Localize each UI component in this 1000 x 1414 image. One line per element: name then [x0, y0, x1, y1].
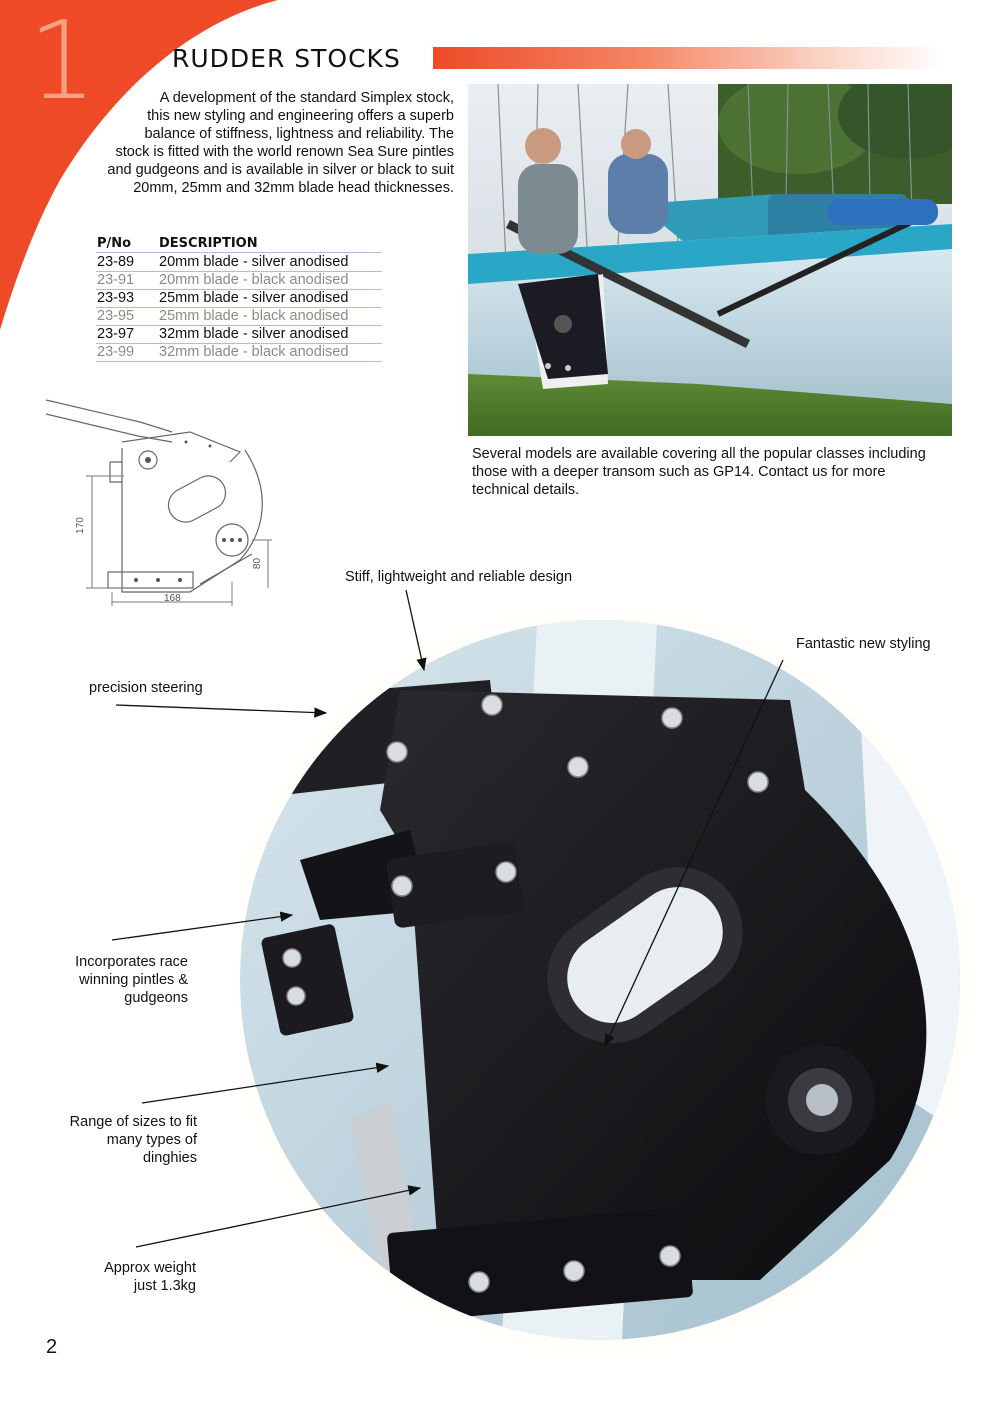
chapter-number: 1: [28, 0, 97, 124]
callout-sizes: [40, 1113, 197, 1167]
part-number: 23-93: [97, 290, 135, 306]
caption-line: technical details.: [472, 482, 580, 498]
callout-line: Range of sizes to fit: [69, 1114, 197, 1130]
intro-line: A development of the standard Simplex stock,: [159, 90, 454, 106]
caption-line: Several models are available covering all the popular classes including: [472, 446, 926, 462]
part-description: 25mm blade - black anodised: [159, 308, 349, 324]
caption-line: those with a deeper transom such as GP14. Contact us for more: [472, 464, 886, 480]
drawing-dimension-hole: 80: [252, 557, 264, 570]
callout-precision-steering: precision steering: [89, 680, 203, 696]
drawing-dimension-width: 168: [164, 593, 181, 604]
callout-weight: [40, 1259, 196, 1295]
page-number: 2: [46, 1336, 58, 1358]
callout-line: Incorporates race: [75, 954, 188, 970]
table-header-description: DESCRIPTION: [159, 236, 258, 251]
intro-line: balance of stiffness, lightness and reliability. The: [144, 126, 454, 142]
part-number: 23-97: [97, 326, 135, 342]
callout-line: gudgeons: [124, 990, 188, 1006]
callout-new-styling: Fantastic new styling: [796, 636, 931, 652]
part-description: 25mm blade - silver anodised: [159, 290, 349, 306]
table-header-pno: P/No: [97, 236, 132, 251]
intro-line: and gudgeons and is available in silver or black to suit: [107, 162, 454, 178]
intro-line: stock is fitted with the world renown Sea Sure pintles: [115, 144, 454, 160]
part-description: 20mm blade - silver anodised: [159, 254, 349, 270]
part-number: 23-91: [97, 272, 135, 288]
callout-line: Approx weight: [104, 1260, 196, 1276]
drawing-dimension-height: 170: [74, 517, 86, 534]
callout-line: dinghies: [142, 1150, 197, 1166]
part-number: 23-89: [97, 254, 135, 270]
callout-line: many types of: [106, 1132, 197, 1148]
part-description: 32mm blade - silver anodised: [159, 326, 349, 342]
callout-line: just 1.3kg: [133, 1278, 196, 1294]
part-number: 23-95: [97, 308, 135, 324]
intro-line: this new styling and engineering offers a superb: [147, 108, 454, 124]
page-title: RUDDER STOCKS: [172, 44, 401, 73]
intro-line: 20mm, 25mm and 32mm blade head thicknesses.: [133, 180, 454, 196]
callout-stiff-design: Stiff, lightweight and reliable design: [345, 569, 573, 585]
callout-pintles: [40, 953, 188, 1007]
callout-line: winning pintles &: [79, 972, 188, 988]
part-description: 32mm blade - black anodised: [159, 344, 349, 360]
part-description: 20mm blade - black anodised: [159, 272, 349, 288]
part-number: 23-99: [97, 344, 135, 360]
